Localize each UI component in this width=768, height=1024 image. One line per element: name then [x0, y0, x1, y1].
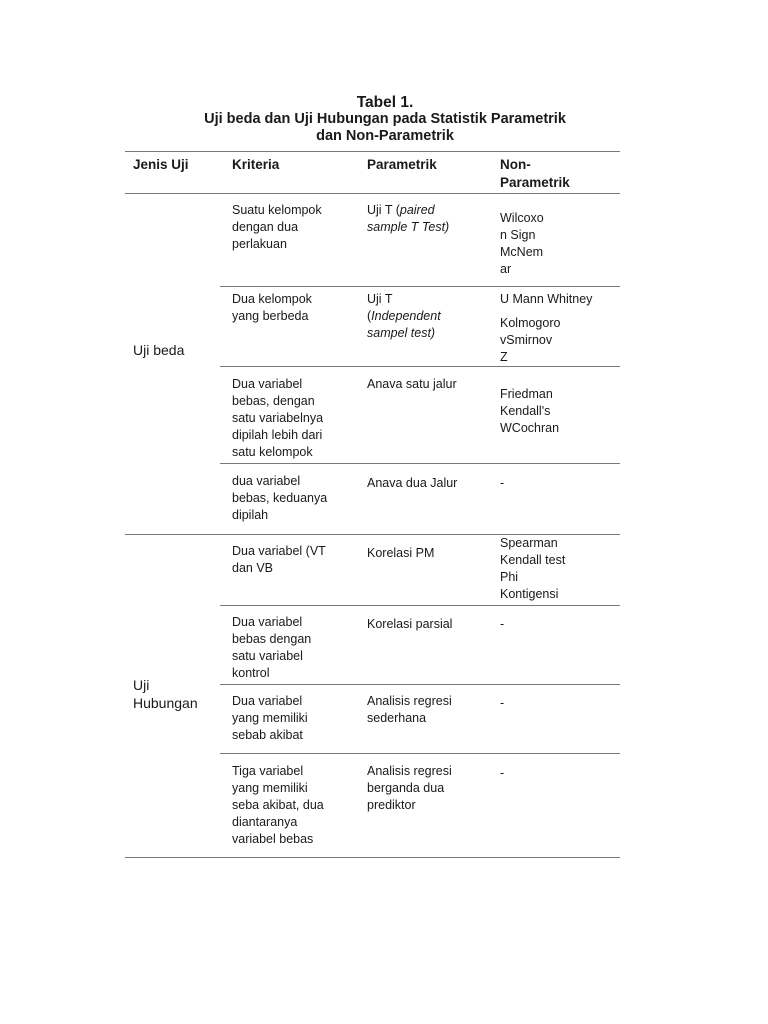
- table-title-line-2: dan Non-Parametrik: [316, 128, 454, 144]
- row-4-kriteria: dua variabel bebas, keduanya dipilah: [232, 474, 328, 522]
- rule-row-6: [220, 684, 620, 685]
- row-7-kriteria: Dua variabel yang memiliki sebab akibat: [232, 694, 308, 742]
- header-jenis-uji: Jenis Uji: [133, 157, 189, 172]
- rule-row-7: [220, 753, 620, 754]
- rule-header-bottom: [125, 193, 620, 194]
- row-2-kriteria: Dua kelompok yang berbeda: [232, 292, 312, 323]
- row-7-non-parametrik: -: [500, 696, 505, 710]
- table-number: Tabel 1.: [356, 94, 414, 111]
- rule-top: [125, 151, 620, 152]
- row-1-parametrik: Uji T (paired sample T Test): [367, 203, 450, 234]
- header-kriteria: Kriteria: [232, 157, 280, 172]
- rule-row-1: [220, 286, 620, 287]
- row-6-parametrik: Korelasi parsial: [367, 617, 453, 631]
- row-5-parametrik: Korelasi PM: [367, 546, 435, 560]
- row-2-parametrik: Uji T (Independent sampel test): [367, 292, 441, 340]
- row-5-kriteria: Dua variabel (VT dan VB: [232, 544, 326, 575]
- row-8-kriteria: Tiga variabel yang memiliki seba akibat, dua diantaranya variabel bebas: [232, 764, 324, 846]
- rule-row-3: [220, 463, 620, 464]
- row-3-parametrik: Anava satu jalur: [367, 377, 457, 391]
- group-uji-beda: Uji beda: [133, 342, 185, 358]
- row-8-parametrik: Analisis regresi berganda dua prediktor: [367, 764, 452, 812]
- row-2-non-parametrik: U Mann Whitney Kolmogoro vSmirnov Z: [500, 292, 593, 364]
- row-6-non-parametrik: -: [500, 617, 505, 631]
- header-parametrik: Parametrik: [367, 157, 437, 172]
- header-non-parametrik: Non- Parametrik: [500, 157, 570, 190]
- row-8-non-parametrik: -: [500, 766, 505, 780]
- row-4-non-parametrik: -: [500, 476, 505, 490]
- row-7-parametrik: Analisis regresi sederhana: [367, 694, 452, 725]
- row-3-non-parametrik: Friedman Kendall's WCochran: [500, 387, 560, 435]
- table-caption: [100, 94, 670, 145]
- row-1-kriteria: Suatu kelompok dengan dua perlakuan: [232, 203, 322, 251]
- row-6-kriteria: Dua variabel bebas dengan satu variabel kontrol: [232, 615, 312, 680]
- rule-bottom: [125, 857, 620, 858]
- row-4-parametrik: Anava dua Jalur: [367, 476, 458, 490]
- table-title-line-1: Uji beda dan Uji Hubungan pada Statistik Parametrik: [204, 111, 566, 127]
- rule-row-2: [220, 366, 620, 367]
- row-1-non-parametrik: Wilcoxo n Sign McNem ar: [500, 211, 544, 276]
- group-uji-hubungan: Uji Hubungan: [133, 677, 198, 711]
- row-5-non-parametrik: Spearman Kendall test Phi Kontigensi: [500, 536, 566, 601]
- rule-row-5: [220, 605, 620, 606]
- row-3-kriteria: Dua variabel bebas, dengan satu variabelnya dipilah lebih dari satu kelompok: [232, 377, 324, 459]
